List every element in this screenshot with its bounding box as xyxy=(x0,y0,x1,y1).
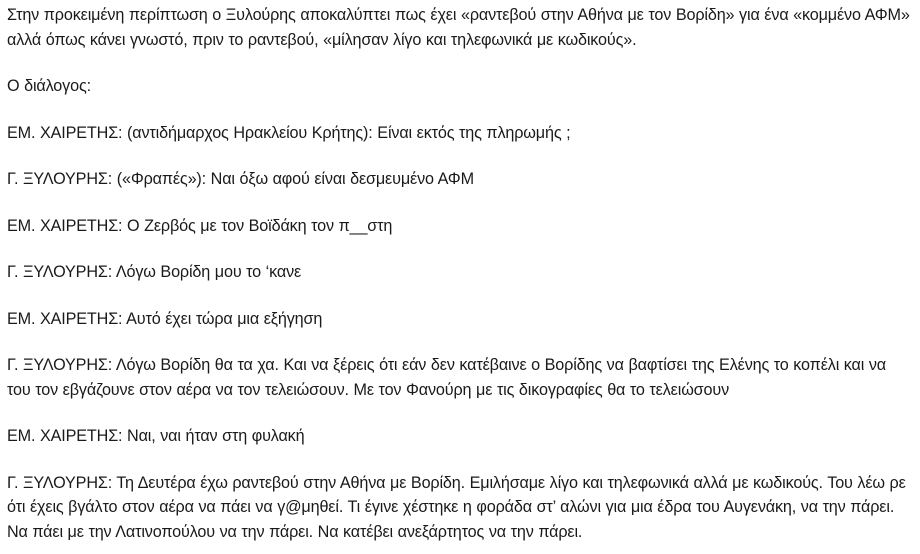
dialogue-line: ΕΜ. ΧΑΙΡΕΤΗΣ: (αντιδήμαρχος Ηρακλείου Κρήτης): Είναι εκτός της πληρωμής ; xyxy=(7,123,571,142)
dialogue-line: Γ. ΞΥΛΟΥΡΗΣ: Τη Δευτέρα έχω ραντεβού στην Αθήνα με Βορίδη. Εμιλήσαμε λίγο και τηλεφωνικά αλλά με κωδικούς. Του λέω ρε ότι έχεις βγάλτο στον αέρα να πάει να γ@μηθεί. Τι έγινε χέστηκε η φοράδα στ’ αλώνι για μια έδρα του Αυγενάκη, να την πάρει. Να πάει με την Λατινοπούλου να την πάρει. Να κατέβει ανεξάρτητος να την πάρει. xyxy=(7,473,906,541)
dialogue-line: ΕΜ. ΧΑΙΡΕΤΗΣ: Αυτό έχει τώρα μια εξήγηση xyxy=(7,309,323,328)
dialogue-line: Γ. ΞΥΛΟΥΡΗΣ: Λόγω Βορίδη θα τα χα. Και να ξέρεις ότι εάν δεν κατέβαινε ο Βορίδης να βαφτίσει της Ελένης το κοπέλι και να του τον εβγάζουνε στον αέρα να τον τελειώσουν. Με τον Φανούρη με τις δικογραφίες θα το τελειώσουν xyxy=(7,356,887,399)
intro-paragraph: Στην προκειμένη περίπτωση ο Ξυλούρης αποκαλύπτει πως έχει «ραντεβού στην Αθήνα με τον Βορίδη» για ένα «κομμένο ΑΦΜ» αλλά όπως κάνει γνωστό, πριν το ραντεβού, «μίλησαν λίγο και τηλεφωνικά με κωδικούς». xyxy=(7,6,910,49)
dialogue-line: Γ. ΞΥΛΟΥΡΗΣ: Λόγω Βορίδη μου το ‘κανε xyxy=(7,263,302,281)
dialogue-line: ΕΜ. ΧΑΙΡΕΤΗΣ: Ναι, ναι ήταν στη φυλακή xyxy=(7,427,305,445)
dialogue-line: Γ. ΞΥΛΟΥΡΗΣ: («Φραπές»): Ναι όξω αφού είναι δεσμευμένο ΑΦΜ xyxy=(7,170,474,188)
dialogue-line: ΕΜ. ΧΑΙΡΕΤΗΣ: Ο Ζερβός με τον Βοϊδάκη τον π__στη xyxy=(7,216,393,235)
dialogue-heading: Ο διάλογος: xyxy=(7,77,91,95)
